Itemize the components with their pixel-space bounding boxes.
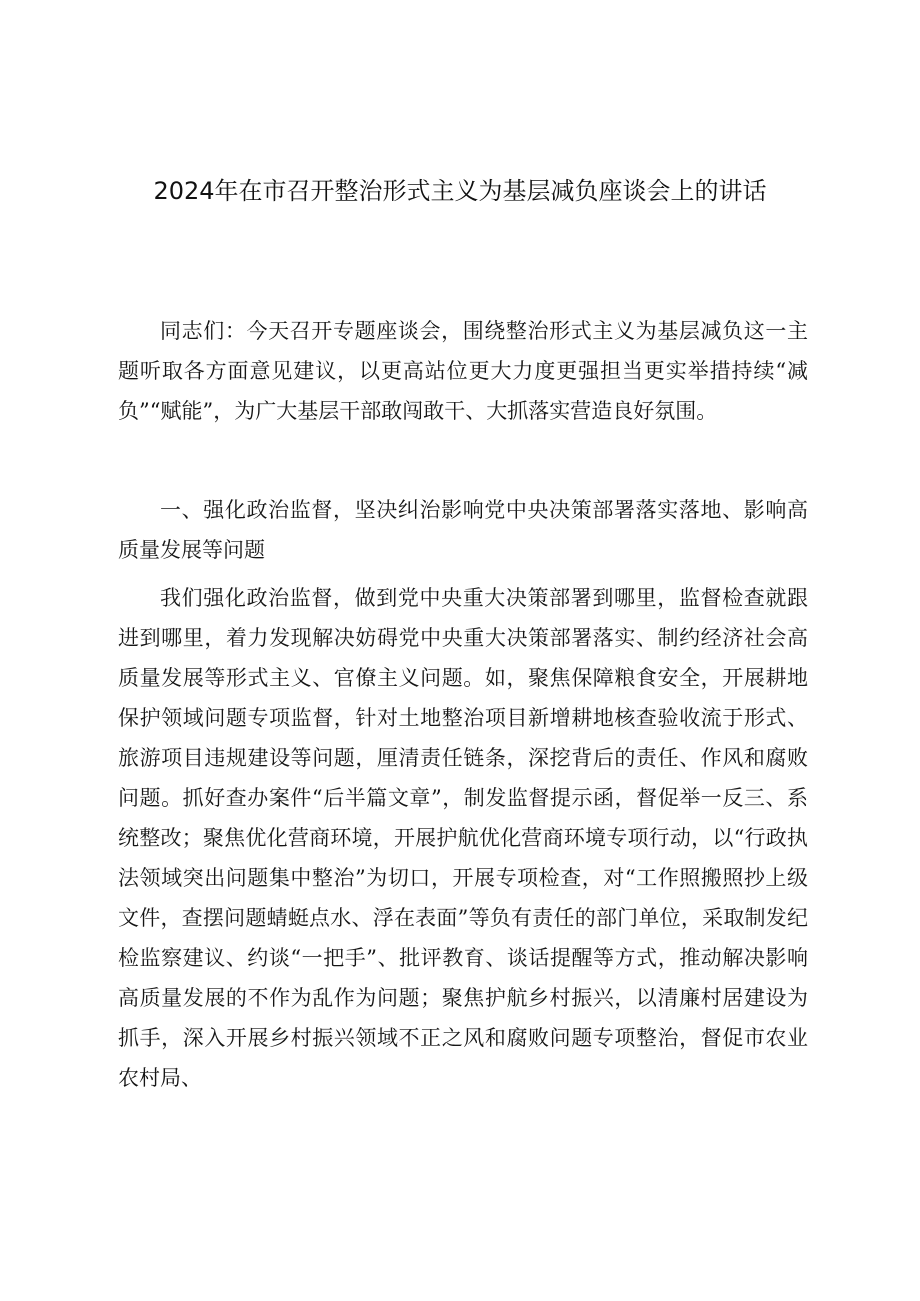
document-title: 2024年在市召开整治形式主义为基层减负座谈会上的讲话 <box>153 177 767 205</box>
section-one-body-paragraph: 我们强化政治监督，做到党中央重大决策部署到哪里，监督检查就跟进到哪里，着力发现解决妨碍党中央重大决策部署落实、制约经济社会高质量发展等形式主义、官僚主义问题。如，聚焦保障粮食安全，开展耕地保护领域问题专项监督，针对土地整治项目新增耕地核查验收流于形式、旅游项目违规建设等问题，厘清责任链条，深挖背后的责任、作风和腐败问题。抓好查办案件“后半篇文章”，制发监督提示函，督促举一反三、系统整改；聚焦优化营商环境，开展护航优化营商环境专项行动，以“行政执法领域突出问题集中整治”为切口，开展专项检查，对“工作照搬照抄上级文件，查摆问题蜻蜓点水、浮在表面”等负有责任的部门单位，采取制发纪检监察建议、约谈“一把手”、批评教育、谈话提醒等方式，推动解决影响高质量发展的不作为乱作为问题；聚焦护航乡村振兴，以清廉村居建设为抓手，深入开展乡村振兴领域不正之风和腐败问题专项整治，督促市农业农村局、 <box>118 586 808 1090</box>
section-one-heading: 一、强化政治监督，坚决纠治影响党中央决策部署落实落地、影响高质量发展等问题 <box>118 498 808 562</box>
greeting-paragraph: 同志们：今天召开专题座谈会，围绕整治形式主义为基层减负这一主题听取各方面意见建议，以更高站位更大力度更强担当更实举措持续“减负”“赋能”，为广大基层干部敢闯敢干、大抓落实营造良好氛围。 <box>118 319 808 423</box>
